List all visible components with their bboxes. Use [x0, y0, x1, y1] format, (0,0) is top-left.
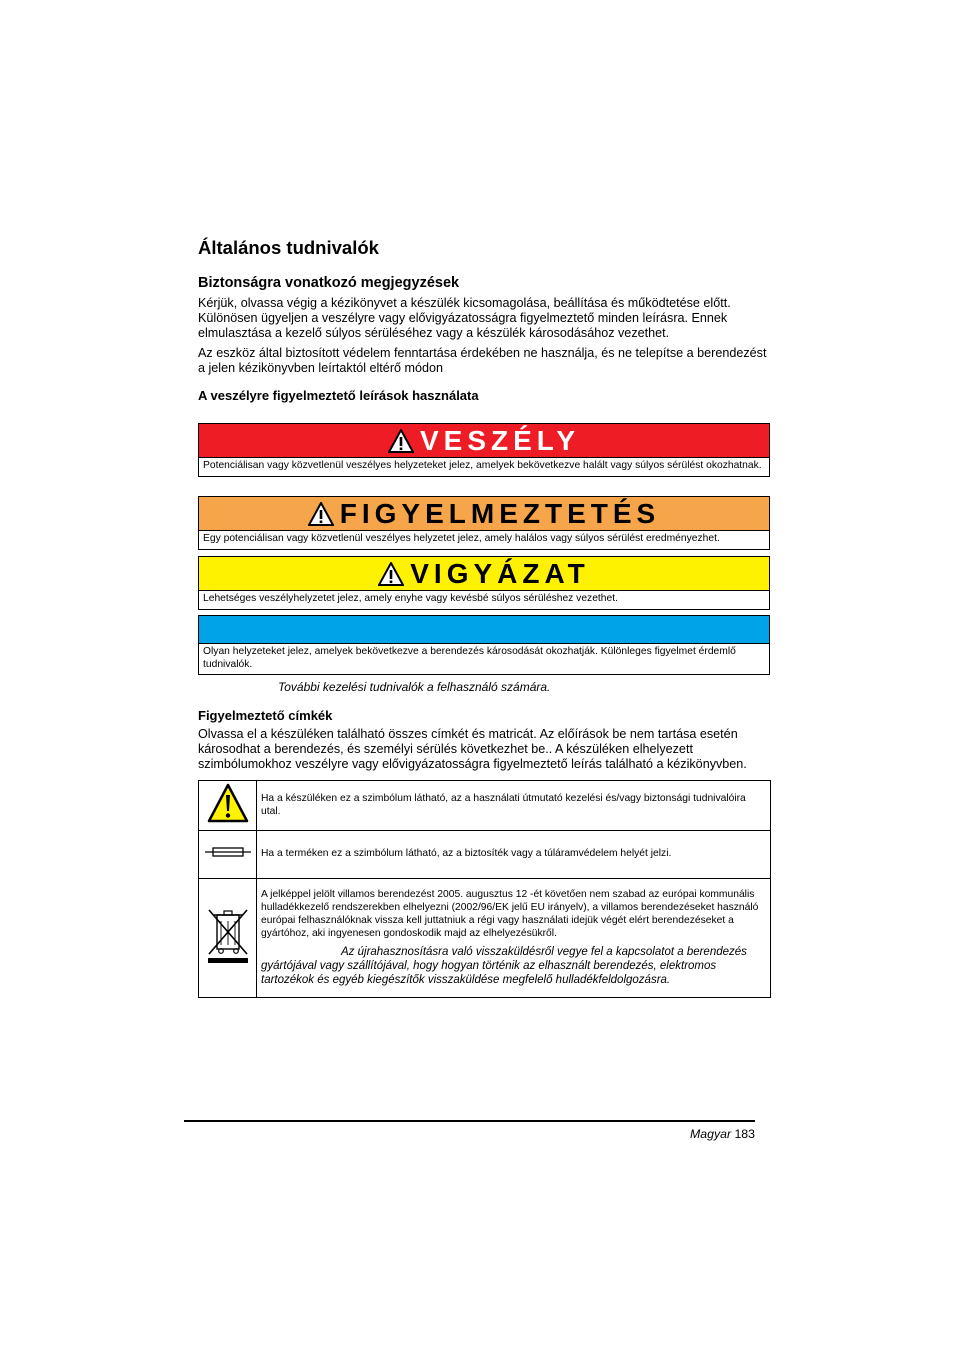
caution-bar: [199, 557, 769, 591]
warning-triangle-icon: [388, 429, 414, 453]
symbol-cell: [199, 781, 257, 831]
warning-triangle-icon: [207, 783, 249, 823]
fuse-icon: [205, 845, 251, 859]
table-row: [199, 781, 771, 831]
table-row: [199, 831, 771, 879]
symbol-description: [257, 879, 771, 998]
caution-box: [198, 556, 770, 610]
danger-description: Potenciálisan vagy közvetlenül veszélyes helyzeteket jelez, amelyek bekövetkezve halált vagy súlyos sérülést okozhatnak.: [203, 460, 762, 471]
notice-box: [198, 615, 770, 675]
symbol-cell: [199, 831, 257, 879]
symbol-description: Ha a terméken ez a szimbólum látható, az a biztosíték vagy a túláramvédelem helyét jelzi.: [257, 831, 771, 879]
notice-bar: [199, 616, 769, 644]
danger-bar: [199, 424, 769, 458]
danger-signal-word: VESZÉLY: [419, 424, 580, 456]
warning-signal-word: FIGYELMEZTETÉS: [339, 497, 661, 529]
symbols-table: [198, 780, 771, 998]
section-heading-safety: Biztonságra vonatkozó megjegyzések: [198, 275, 460, 291]
note-text: További kezelési tudnivalók a felhasználó számára.: [278, 680, 551, 694]
section-heading-hazard-use: A veszélyre figyelmeztető leírások használata: [198, 388, 479, 403]
safety-paragraph-1: Kérjük, olvassa végig a kézikönyvet a készülék kicsomagolása, beállítása és működtetése előtt. Különösen ügyeljen a veszélyre vagy elővigyázatosságra figyelmeztető minden leírásra. Ennek elmulasztása a kezelő súlyos sérüléséhez vagy a készülék károsodásához vezethet.: [198, 296, 731, 340]
symbol-description: Ha a készüléken ez a szimbólum látható, az a használati útmutató kezelési és/vagy biztonsági tudnivalóira utal.: [257, 781, 771, 831]
section-heading-labels: Figyelmeztető címkék: [198, 708, 333, 723]
weee-text: A jelképpel jelölt villamos berendezést 2005. augusztus 12 -ét követően nem szabad az európai kommunális hulladékkezelő rendszerekben elhelyezni (2002/96/EK jelű EU irányelv), a villamos berendezéseket használó európai felhasználóknak vissza kell juttatniuk a régi vagy használati idejük végét elért berendezéseket a gyártóhoz, aki ingyenesen gondoskodik majd az elhelyezésükről.: [261, 889, 759, 939]
symbol-cell: [199, 879, 257, 998]
notice-description: Olyan helyzeteket jelez, amelyek bekövetkezve a berendezés károsodását okozhatják. Különleges figyelmet érdemlő tudnivalók.: [203, 646, 736, 670]
page-title: Általános tudnivalók: [198, 237, 379, 258]
weee-bin-icon: [206, 907, 250, 965]
warning-description: Egy potenciálisan vagy közvetlenül veszélyes helyzetet jelez, amely halálos vagy súlyos sérülést eredményezhet.: [203, 533, 720, 544]
caution-signal-word: VIGYÁZAT: [410, 557, 590, 589]
footer-rule: [184, 1120, 755, 1122]
warning-box: [198, 496, 770, 550]
weee-italic-text: Az újrahasznosításra való visszaküldésről vegye fel a kapcsolatot a berendezés gyártójával vagy szállítójával, hogy hogyan történik az elhasznált berendezés, elektromos tartozékok és egyéb kiegészítők visszaküldése megfelelő hulladékfeldolgozásra.: [261, 945, 747, 986]
warning-triangle-icon: [378, 562, 404, 586]
danger-box: [198, 423, 770, 477]
safety-paragraph-2: Az eszköz által biztosított védelem fenntartása érdekében ne használja, és ne telepítse a berendezést a jelen kézikönyvben leírtaktól eltérő módon: [198, 346, 767, 375]
page-number: 183: [734, 1127, 755, 1141]
table-row: [199, 879, 771, 998]
labels-paragraph: Olvassa el a készüléken található összes címkét és matricát. Az előírások be nem tartása esetén károsodhat a berendezés, és személyi sérülés következhet be.. A készüléken elhelyezett szimbólumokhoz veszélyre vagy elővigyázatosságra figyelmeztető leírás található a kézikönyvben.: [198, 727, 747, 771]
caution-description: Lehetséges veszélyhelyzetet jelez, amely enyhe vagy kevésbé súlyos sérüléshez vezethet.: [203, 593, 618, 604]
footer-language: Magyar: [690, 1127, 732, 1141]
warning-triangle-icon: [308, 502, 334, 526]
page-footer: [690, 1127, 755, 1141]
warning-bar: [199, 497, 769, 531]
